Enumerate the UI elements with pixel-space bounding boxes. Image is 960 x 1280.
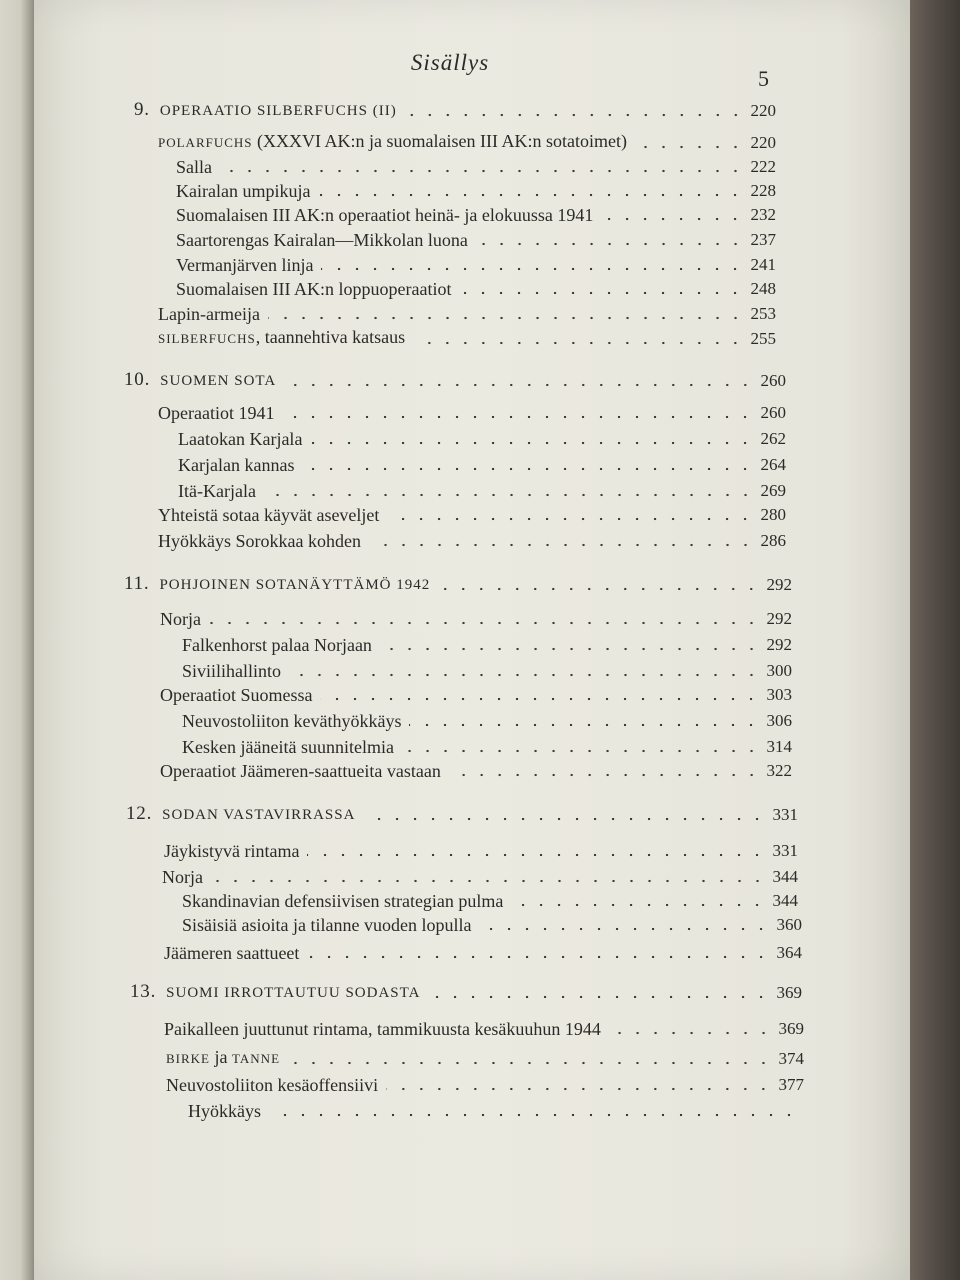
toc-entry-sisaisia[interactable] xyxy=(182,910,802,936)
small-caps-term: TANNE xyxy=(232,1051,281,1066)
dot-leader xyxy=(284,383,754,387)
toc-entry-operaatiot-1941[interactable] xyxy=(158,398,786,424)
toc-entry-ita-karjala[interactable] xyxy=(178,476,786,502)
toc-entry-jaameren-saattueet[interactable] xyxy=(164,938,802,964)
chapter-title: SODAN VASTAVIRRASSA xyxy=(162,807,356,823)
entry-title: Jäykistyvä rintama xyxy=(164,841,300,861)
page-ref: 220 xyxy=(750,133,776,152)
chapter-number: 9. xyxy=(134,99,150,120)
chapter-number: 13. xyxy=(130,981,157,1002)
dot-leader xyxy=(307,853,766,857)
dot-leader xyxy=(380,647,761,651)
entry-title: Karjalan kannas xyxy=(178,455,295,475)
entry-title: Norja xyxy=(160,609,201,629)
entry-title: Kesken jääneitä suunnitelmia xyxy=(182,737,394,757)
page-ref: 248 xyxy=(750,279,776,298)
toc-entry-loppu[interactable] xyxy=(176,274,776,300)
toc-entry-jaykistyva[interactable] xyxy=(164,836,798,862)
dot-leader xyxy=(318,193,744,197)
dot-leader xyxy=(609,1031,773,1035)
page-ref: 331 xyxy=(772,805,798,824)
dot-leader xyxy=(211,879,767,883)
page-ref: 264 xyxy=(760,455,786,474)
page-ref: 369 xyxy=(776,983,802,1002)
page-ref: 292 xyxy=(766,609,792,628)
entry-title: Lapin-armeija xyxy=(158,304,260,324)
dot-leader xyxy=(307,955,770,959)
page-ref: 306 xyxy=(766,711,792,730)
toc-entry-hyokkays-sorokka[interactable] xyxy=(158,526,786,552)
page-ref: 292 xyxy=(766,575,792,594)
entry-title: Kairalan umpikuja xyxy=(176,181,311,201)
entry-title: Operaatiot Jäämeren-saattueita vastaan xyxy=(160,761,441,781)
entry-title: Neuvostoliiton kesäoffensiivi xyxy=(166,1075,379,1095)
page-ref: 374 xyxy=(778,1049,804,1068)
chapter-number: 12. xyxy=(126,803,153,824)
dot-leader xyxy=(601,217,744,221)
dot-leader xyxy=(405,113,745,117)
dot-leader xyxy=(269,1113,798,1117)
page-ref: 255 xyxy=(750,329,776,348)
dot-leader xyxy=(635,145,745,149)
dot-leader xyxy=(268,316,745,320)
page-ref: 262 xyxy=(760,429,786,448)
toc-entry-kannas[interactable] xyxy=(178,450,786,476)
page-ref: 331 xyxy=(772,841,798,860)
toc-entry-polarfuchs[interactable] xyxy=(158,128,776,154)
dot-leader xyxy=(320,697,760,701)
page-ref: 377 xyxy=(778,1075,804,1094)
entry-title: Hyökkäys Sorokkaa kohden xyxy=(158,531,361,551)
chapter-title: POHJOINEN SOTANÄYTTÄMÖ 1942 xyxy=(159,577,431,593)
page-ref: 369 xyxy=(778,1019,804,1038)
page-ref: 228 xyxy=(750,181,776,200)
dot-leader xyxy=(209,621,761,625)
dot-leader xyxy=(282,415,754,419)
toc-entry-hyokkays[interactable] xyxy=(188,1096,804,1122)
page-ref: 344 xyxy=(772,891,798,910)
toc-entry-siviilihallinto[interactable] xyxy=(182,656,792,682)
toc-entry-verman[interactable] xyxy=(176,250,776,276)
entry-title: ja xyxy=(210,1047,232,1067)
page-ref: 300 xyxy=(766,661,792,680)
toc-entry-kairalan[interactable] xyxy=(176,176,776,202)
page-number: 5 xyxy=(758,66,769,91)
page-ref: 237 xyxy=(750,230,776,249)
page-ref: 286 xyxy=(760,531,786,550)
page-ref: 232 xyxy=(750,205,776,224)
toc-entry-yhteista[interactable] xyxy=(158,500,786,526)
small-caps-term: SILBERFUCHS xyxy=(158,331,256,346)
dot-leader xyxy=(369,543,755,547)
page-ref: 344 xyxy=(772,867,798,886)
dot-leader xyxy=(220,169,745,173)
toc-entry-salla[interactable] xyxy=(176,152,776,178)
page-ref: 280 xyxy=(760,505,786,524)
toc-entry-operaatiot-suomessa[interactable] xyxy=(160,680,792,706)
toc-entry-falkenhorst[interactable] xyxy=(182,630,792,656)
chapter-number: 10. xyxy=(124,369,151,390)
toc-chapter-9[interactable] xyxy=(134,96,776,122)
dot-leader xyxy=(310,441,754,445)
dot-leader xyxy=(409,723,760,727)
entry-title: Operaatiot 1941 xyxy=(158,403,275,423)
page-ref: 292 xyxy=(766,635,792,654)
toc-entry-norja-1[interactable] xyxy=(160,604,792,630)
toc-entry-paikalleen[interactable] xyxy=(164,1014,804,1040)
toc-entry-jaameren-saattueita[interactable] xyxy=(160,756,792,782)
page-ref: 253 xyxy=(750,304,776,323)
entry-title: , taannehtiva katsaus xyxy=(255,327,406,347)
entry-title: Salla xyxy=(176,157,212,177)
entry-title: Saartorengas Kairalan—Mikkolan luona xyxy=(176,230,468,250)
dot-leader xyxy=(479,927,770,931)
entry-title: Neuvostoliiton keväthyökkäys xyxy=(182,711,402,731)
entry-title: (XXXVI AK:n ja suomalaisen III AK:n sotatoimet) xyxy=(252,131,627,151)
dot-leader xyxy=(321,267,744,271)
page-ref: 241 xyxy=(750,255,776,274)
toc-chapter-11[interactable] xyxy=(124,570,792,596)
dot-leader xyxy=(511,903,766,907)
toc-entry-kevathyokkays[interactable] xyxy=(182,706,792,732)
page-ref: 260 xyxy=(760,371,786,390)
dot-leader xyxy=(438,587,760,591)
entry-title: Vermanjärven linja xyxy=(176,255,314,275)
toc-entry-op1941[interactable] xyxy=(176,200,776,226)
chapter-title: OPERAATIO SILBERFUCHS (II) xyxy=(159,103,397,119)
page-ref: 303 xyxy=(766,685,792,704)
toc-entry-kesken[interactable] xyxy=(182,732,792,758)
page-ref: 260 xyxy=(760,403,786,422)
entry-title: Falkenhorst palaa Norjaan xyxy=(182,635,372,655)
entry-title: Suomalaisen III AK:n loppuoperaatiot xyxy=(176,279,452,299)
entry-title: Paikalleen juuttunut rintama, tammikuusta kesäkuuhun 1944 xyxy=(164,1019,601,1039)
toc-entry-norja-2[interactable] xyxy=(162,862,798,888)
dot-leader xyxy=(264,493,755,497)
toc-entry-saarto[interactable] xyxy=(176,225,776,251)
small-caps-term: BIRKE xyxy=(166,1051,210,1066)
entry-title: Sisäisiä asioita ja tilanne vuoden lopulla xyxy=(182,915,472,935)
page-ref: 364 xyxy=(776,943,802,962)
dot-leader xyxy=(387,517,754,521)
entry-title: Norja xyxy=(162,867,203,887)
entry-title: Hyökkäys xyxy=(188,1101,261,1121)
dot-leader xyxy=(449,773,761,777)
page-ref: 222 xyxy=(750,157,776,176)
dot-leader xyxy=(459,291,744,295)
toc-entry-skandinavian[interactable] xyxy=(182,886,798,912)
entry-title: Operaatiot Suomessa xyxy=(160,685,313,705)
page-ref: 322 xyxy=(766,761,792,780)
entry-title: Laatokan Karjala xyxy=(178,429,303,449)
running-head: Sisällys xyxy=(410,50,490,75)
dot-leader xyxy=(476,242,745,246)
dot-leader xyxy=(386,1087,772,1091)
page-ref: 360 xyxy=(776,915,802,934)
entry-title: Jäämeren saattueet xyxy=(164,943,300,963)
page-ref: 314 xyxy=(766,737,792,756)
page-ref: 220 xyxy=(750,101,776,120)
entry-title: Skandinavian defensiivisen strategian pulma xyxy=(182,891,504,911)
chapter-title: SUOMI IRROTTAUTUU SODASTA xyxy=(166,985,421,1001)
toc-chapter-12[interactable] xyxy=(126,800,798,826)
entry-title: Itä-Karjala xyxy=(178,481,256,501)
entry-title: Siviilihallinto xyxy=(182,661,282,681)
toc-entry-kesaoffensiivi[interactable] xyxy=(166,1070,804,1096)
dot-leader xyxy=(288,1061,772,1065)
small-caps-term: POLARFUCHS xyxy=(158,135,253,150)
dot-leader xyxy=(402,749,761,753)
dot-leader xyxy=(363,817,766,821)
page-ref: 269 xyxy=(760,481,786,500)
toc-entry-lapin[interactable] xyxy=(158,299,776,325)
chapter-title: SUOMEN SOTA xyxy=(160,373,277,389)
dot-leader xyxy=(289,673,760,677)
entry-title: Yhteistä sotaa käyvät aseveljet xyxy=(158,505,380,525)
toc-entry-silberfuchs[interactable] xyxy=(158,324,776,350)
dot-leader xyxy=(302,467,754,471)
chapter-number: 11. xyxy=(124,573,150,594)
toc-entry-birke-tanne[interactable] xyxy=(166,1044,804,1070)
toc-chapter-10[interactable] xyxy=(124,366,786,392)
entry-title: Suomalaisen III AK:n operaatiot heinä- ja elokuussa 1941 xyxy=(176,205,594,225)
dot-leader xyxy=(413,341,744,345)
toc-chapter-13[interactable] xyxy=(130,978,802,1004)
toc-entry-laatokan[interactable] xyxy=(178,424,786,450)
dot-leader xyxy=(428,995,770,999)
